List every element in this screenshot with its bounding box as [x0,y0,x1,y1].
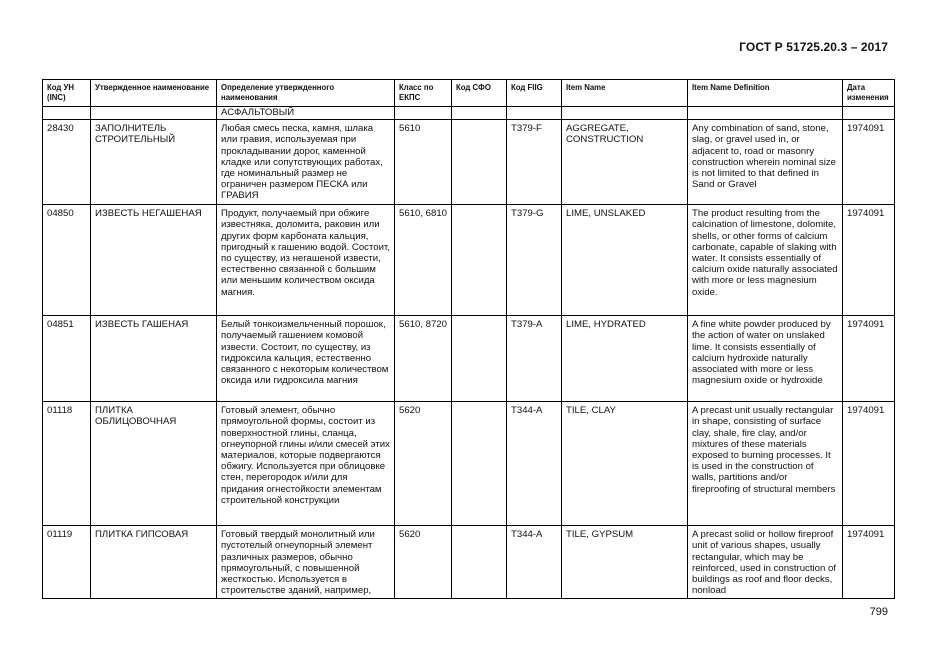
cell-date: 1974091 [843,526,895,599]
cell-name: ПЛИТКА ОБЛИЦОВОЧНАЯ [91,402,217,526]
table-row [43,316,895,402]
cell-item-definition: Any combination of sand, stone, slag, or gravel used in, or adjacent to, road or masonry construction wherein nominal size is not limited to that defined in Sand or Gravel [688,120,843,205]
cell-fiig: T344-A [507,402,562,526]
cell-date: 1974091 [843,402,895,526]
table-header-row [43,80,895,107]
cell-definition: АСФАЛЬТОВЫЙ [217,107,395,120]
cell-inc: 04851 [43,316,91,402]
cell-item-name: LIME, HYDRATED [562,316,688,402]
cell-item-name [562,107,688,120]
cell-definition: Готовый твердый монолитный или пустотелый огнеупорный элемент различных размеров, обычно прямоугольный, с повышенной жесткостью. Используется в строительстве зданий, например, [217,526,395,599]
cell-item-definition: A precast solid or hollow fireproof unit of various shapes, usually rectangular, which may be reinforced, used in construction of buildings as roof and floor decks, nonload [688,526,843,599]
cell-inc: 01119 [43,526,91,599]
cell-definition: Белый тонкоизмельченный порошок, получаемый гашением комовой извести. Состоит, по существу, из гидроксила кальция, естественно связанного с некоторым количеством оксида или гидроксила магния [217,316,395,402]
cell-fiig: T379-F [507,120,562,205]
cell-fiig [507,107,562,120]
column-header-item-definition: Item Name Definition [688,80,843,107]
cell-inc [43,107,91,120]
column-header-inc: Код УН (INC) [43,80,91,107]
table-row [43,402,895,526]
cell-name [91,107,217,120]
cell-item-name: TILE, CLAY [562,402,688,526]
cell-definition: Продукт, получаемый при обжиге известняка, доломита, раковин или других форм карбоната кальция, пригодный к гашению водой. Состоит, по существу, из негашеной извести, естественно связанной с большим или меньшим количеством оксида магния. [217,205,395,316]
cell-sfo [452,316,507,402]
cell-fiig: T344-A [507,526,562,599]
cell-item-name: AGGREGATE, CONSTRUCTION [562,120,688,205]
cell-sfo [452,205,507,316]
cell-ekps [395,107,452,120]
column-header-item-name: Item Name [562,80,688,107]
cell-item-definition [688,107,843,120]
cell-ekps: 5620 [395,526,452,599]
cell-item-name: LIME, UNSLAKED [562,205,688,316]
cell-inc: 28430 [43,120,91,205]
column-header-fiig: Код FIIG [507,80,562,107]
table-row [43,526,895,599]
cell-item-definition: A fine white powder produced by the action of water on unslaked lime. It consists essentially of calcium hydroxide naturally associated with more or less magnesium oxide or hydroxide [688,316,843,402]
column-header-name: Утвержденное наименование [91,80,217,107]
cell-name: ИЗВЕСТЬ НЕГАШЕНАЯ [91,205,217,316]
registry-table [42,79,895,599]
table-row [43,120,895,205]
cell-sfo [452,120,507,205]
cell-inc: 04850 [43,205,91,316]
cell-ekps: 5610, 8720 [395,316,452,402]
cell-date: 1974091 [843,316,895,402]
cell-name: ИЗВЕСТЬ ГАШЕНАЯ [91,316,217,402]
page-number: 799 [869,606,888,618]
column-header-date: Дата изменения [843,80,895,107]
column-header-sfo: Код СФО [452,80,507,107]
table-row [43,205,895,316]
cell-sfo [452,107,507,120]
cell-ekps: 5610, 6810 [395,205,452,316]
cell-sfo [452,402,507,526]
cell-date [843,107,895,120]
cell-sfo [452,526,507,599]
continuation-row [43,107,895,120]
cell-fiig: T379-A [507,316,562,402]
cell-inc: 01118 [43,402,91,526]
cell-item-definition: A precast unit usually rectangular in shape, consisting of surface clay, shale, fire clay, and/or mixtures of these materials exposed to burning processes. It is used in the construction of walls, partitions and/or fireproofing of structural members [688,402,843,526]
cell-ekps: 5610 [395,120,452,205]
cell-ekps: 5620 [395,402,452,526]
cell-name: ПЛИТКА ГИПСОВАЯ [91,526,217,599]
cell-item-name: TILE, GYPSUM [562,526,688,599]
standard-header: ГОСТ Р 51725.20.3 – 2017 [739,40,888,54]
cell-name: ЗАПОЛНИТЕЛЬ СТРОИТЕЛЬНЫЙ [91,120,217,205]
cell-date: 1974091 [843,120,895,205]
cell-fiig: T379-G [507,205,562,316]
cell-definition: Готовый элемент, обычно прямоугольной формы, состоит из поверхностной глины, сланца, огнеупорной глины и/или смесей этих материалов, которые подвергаются обжигу. Используется при облицовке стен, перегородок и/или для придания огнестойкости элементам строительной конструкции [217,402,395,526]
cell-item-definition: The product resulting from the calcination of limestone, dolomite, shells, or other forms of calcium carbonate, capable of slaking with water. It consists essentially of calcium oxide naturally associated with more or less magnesium oxide. [688,205,843,316]
cell-definition: Любая смесь песка, камня, шлака или гравия, используемая при прокладывании дорог, каменной кладке или сопутствующих работах, где номинальный размер не ограничен размером ПЕСКА или ГРАВИЯ [217,120,395,205]
column-header-ekps: Класс по ЕКПС [395,80,452,107]
column-header-definition: Определение утвержденного наименования [217,80,395,107]
cell-date: 1974091 [843,205,895,316]
